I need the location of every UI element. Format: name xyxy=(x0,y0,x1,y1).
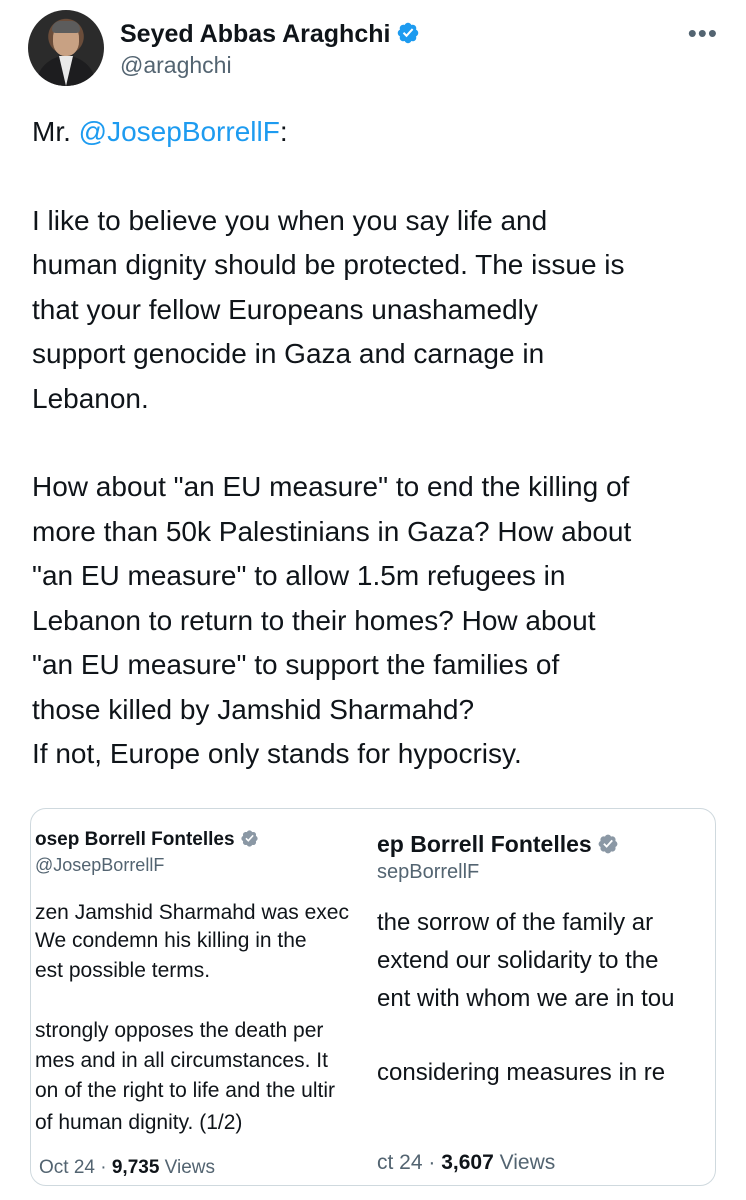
quoted-author-handle: sepBorrellF xyxy=(377,861,480,883)
quoted-tweet-right[interactable] xyxy=(373,809,715,1185)
avatar[interactable] xyxy=(28,10,104,86)
author-name[interactable]: Seyed Abbas Araghchi xyxy=(120,20,391,48)
quoted-text-line: of human dignity. (1/2) xyxy=(35,1111,243,1134)
quoted-author-row xyxy=(35,829,259,851)
verified-badge-icon xyxy=(396,21,420,45)
author-handle[interactable]: @araghchi xyxy=(120,52,232,78)
quoted-date: Oct 24 · xyxy=(39,1157,112,1178)
views-label: Views xyxy=(493,1151,556,1174)
quoted-text-line: considering measures in re xyxy=(377,1059,666,1086)
paragraph-line: "an EU measure" to support the families of xyxy=(32,649,560,680)
author-name-row[interactable] xyxy=(120,20,420,49)
tweet-header xyxy=(28,10,718,90)
quoted-text-line: ent with whom we are in tou xyxy=(377,985,675,1012)
quoted-meta xyxy=(377,1151,555,1175)
quoted-tweet-left[interactable] xyxy=(31,809,371,1185)
paragraph-line: support genocide in Gaza and carnage in xyxy=(32,338,545,369)
views-count: 9,735 xyxy=(111,1157,160,1178)
quoted-meta xyxy=(39,1157,215,1179)
quoted-text-line: strongly opposes the death per xyxy=(35,1019,324,1042)
paragraph-line: Lebanon. xyxy=(32,382,149,414)
verified-badge-icon xyxy=(240,829,259,848)
quoted-author-name: osep Borrell Fontelles xyxy=(35,829,235,850)
views-label: Views xyxy=(159,1157,216,1178)
greeting-line xyxy=(32,110,722,155)
greeting-prefix: Mr. xyxy=(32,116,79,147)
quoted-text-line: the sorrow of the family ar xyxy=(377,909,654,936)
more-icon[interactable]: ••• xyxy=(687,18,718,48)
quoted-text-line: zen Jamshid Sharmahd was exec xyxy=(35,901,349,924)
paragraph-line: "an EU measure" to allow 1.5m refugees in xyxy=(32,560,566,591)
quoted-text-line: We condemn his killing in the xyxy=(35,929,307,952)
quoted-text-line: extend our solidarity to the xyxy=(377,947,659,974)
paragraph-line: more than 50k Palestinians in Gaza? How about xyxy=(32,515,632,547)
quoted-text-line: mes and in all circumstances. It xyxy=(35,1049,328,1072)
tweet-text xyxy=(32,110,722,777)
quoted-date: ct 24 · xyxy=(377,1151,442,1174)
paragraph-line: Lebanon to return to their homes? How about xyxy=(32,604,596,636)
verified-badge-icon xyxy=(597,833,619,855)
quoted-author-row xyxy=(377,831,619,858)
quoted-screenshots[interactable] xyxy=(30,808,716,1186)
quoted-text-line: on of the right to life and the ultir xyxy=(35,1079,336,1102)
paragraph-line: human dignity should be protected. The issue is xyxy=(32,249,625,280)
paragraph-line: How about "an EU measure" to end the killing of xyxy=(32,471,630,502)
paragraph-line: If not, Europe only stands for hypocrisy. xyxy=(32,738,522,769)
quoted-text-line: est possible terms. xyxy=(35,959,211,982)
paragraph-line: that your fellow Europeans unashamedly xyxy=(32,293,538,325)
paragraph-line: those killed by Jamshid Sharmahd? xyxy=(32,693,475,725)
quoted-author-name: ep Borrell Fontelles xyxy=(377,831,592,857)
quoted-author-handle: @JosepBorrellF xyxy=(35,855,165,875)
views-count: 3,607 xyxy=(441,1151,494,1174)
greeting-suffix: : xyxy=(279,116,288,147)
paragraph-line: I like to believe you when you say life and xyxy=(32,204,548,236)
mention-link[interactable]: @JosepBorrellF xyxy=(78,116,280,147)
